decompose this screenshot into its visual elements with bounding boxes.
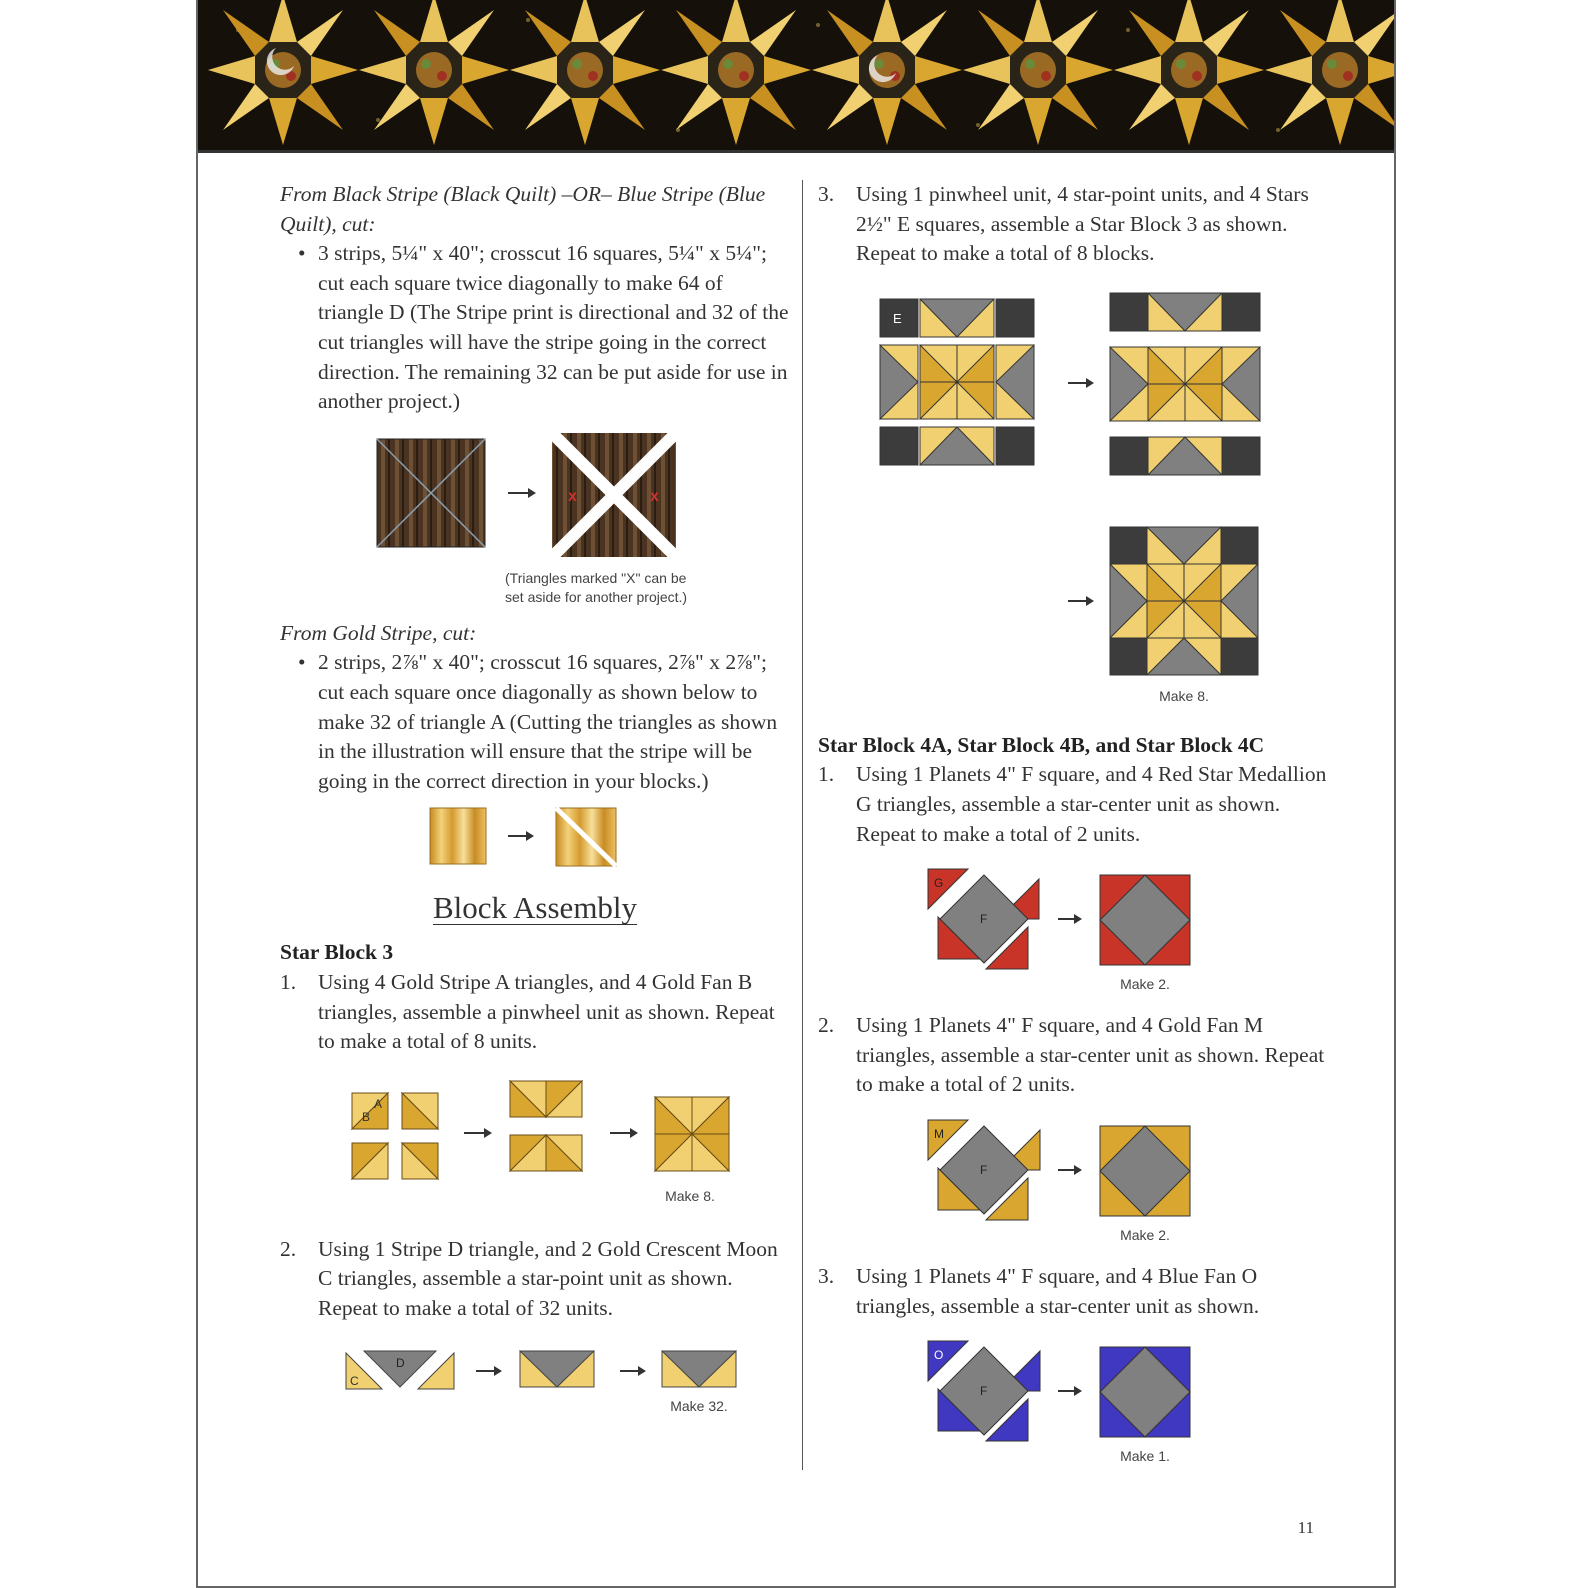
star4-step-3 [818,1262,1338,1321]
star-banner-art [198,0,1394,150]
step-number: 3. [818,1263,835,1288]
red-label-f: F [980,912,988,927]
gold-stripe-list [280,648,790,796]
gold-star-center-svg [818,1118,1338,1248]
star4-step-1 [818,760,1338,849]
blue-label-f: F [980,1384,988,1399]
red-star-center-svg [818,867,1338,997]
star-point-diagram [280,1341,790,1431]
step-text: Using 1 Planets 4" F square, and 4 Gold Fan M triangles, assemble a star-center unit as shown. Repeat to make a total of 2 units. [856,1013,1325,1097]
gold-label-f: F [980,1162,988,1177]
triangles-caption [505,569,687,607]
blue-label-o: O [934,1348,944,1363]
gold-square-cut-svg [280,804,790,874]
gold-caption: Make 2. [1120,1226,1170,1243]
red-caption: Make 2. [1120,976,1170,993]
block-assembly-title: Block Assembly [432,890,638,926]
left-column [280,180,790,1431]
svg-text:x: x [650,487,659,505]
right-column [818,180,1338,1469]
red-label-g: G [934,876,944,891]
starpoint-label-d: D [396,1356,405,1371]
step-number: 3. [818,182,835,206]
pinwheel-caption: Make 8. [665,1187,715,1204]
page-number: 11 [1297,1518,1314,1537]
star-block-3-title: Star Block 3 [280,940,394,965]
step-number: 2. [280,1236,297,1261]
gold-stripe-cut-diagram [280,804,790,882]
black-stripe-cut-diagram [280,431,790,619]
starpoint-caption: Make 32. [670,1398,728,1415]
black-stripe-heading: From Black Stripe (Black Quilt) –OR– Blue Stripe (Blue Quilt), cut: [280,182,766,236]
step-text: Using 1 Planets 4" F square, and 4 Blue Fan O triangles, assemble a star-center unit as shown. [856,1263,1260,1318]
starpoint-label-c: C [350,1374,359,1389]
star3-step-2 [280,1235,790,1324]
gold-stripe-bullet: • 2 strips, 2⅞" x 40"; crosscut 16 squares, 2⅞" x 2⅞"; cut each square once diagonally as shown below to make 32 of triangle A (Cutting the triangles as shown in the illustration will ensure that the stripe will be going in the correct direction in your blocks.) [298,648,790,796]
star-block-3-diagram [818,291,1338,711]
star-block-3-svg [818,291,1338,711]
star-point-svg [280,1341,790,1431]
triangles-caption-line-2: set aside for another project.) [505,588,688,605]
blue-caption: Make 1. [1120,1448,1170,1465]
column-divider [802,180,803,1470]
svg-text:x: x [568,487,577,505]
black-stripe-bullet: • 3 strips, 5¼" x 40"; crosscut 16 squares, 5¼" x 5¼"; cut each square twice diagonally to make 64 of triangle D (The Stripe print is directional and 32 of the cut triangles will have the stripe going in the correct direction. The remaining 32 can be put aside for use in another project.) [298,239,790,417]
step-number: 2. [818,1013,835,1038]
step-text: Using 1 pinwheel unit, 4 star-point units, and 4 Stars 2½" E squares, assemble a Star Block 3 as shown. Repeat to make a total of 8 blocks. [856,182,1309,266]
pinwheel-svg [280,1071,790,1221]
star-block-4-title: Star Block 4A, Star Block 4B, and Star Block 4C [818,732,1265,757]
gold-star-center-diagram [818,1118,1338,1248]
black-stripe-list [280,239,790,417]
step-text: Using 4 Gold Stripe A triangles, and 4 Gold Fan B triangles, assemble a pinwheel unit as shown. Repeat to make a total of 8 units. [318,969,775,1054]
step-text: Using 1 Stripe D triangle, and 2 Gold Crescent Moon C triangles, assemble a star-point unit as shown. Repeat to make a total of 32 units. [318,1236,778,1320]
star-border-banner [198,0,1394,153]
gold-stripe-heading: From Gold Stripe, cut: [280,620,477,645]
step-text: Using 1 Planets 4" F square, and 4 Red Star Medallion G triangles, assemble a star-center unit as shown. Repeat to make a total of 2 units. [856,762,1327,846]
step-number: 1. [818,762,835,787]
book-page [196,0,1396,1588]
star3-step-3 [818,180,1338,269]
stripe-square-cut-svg [280,431,790,561]
pinwheel-label-b: B [362,1109,371,1124]
triangles-caption-line-1: (Triangles marked "X" can be [505,569,687,586]
pinwheel-diagram [280,1071,790,1221]
star3-step-1 [280,968,790,1057]
pinwheel-label-a: A [374,1096,383,1111]
block3-label-e: E [893,310,902,326]
gold-label-m: M [934,1126,944,1141]
blue-star-center-diagram [818,1339,1338,1469]
star4-step-2 [818,1011,1338,1100]
block3-caption: Make 8. [1159,687,1209,704]
step-number: 1. [280,969,297,994]
blue-star-center-svg [818,1339,1338,1469]
red-star-center-diagram [818,867,1338,997]
